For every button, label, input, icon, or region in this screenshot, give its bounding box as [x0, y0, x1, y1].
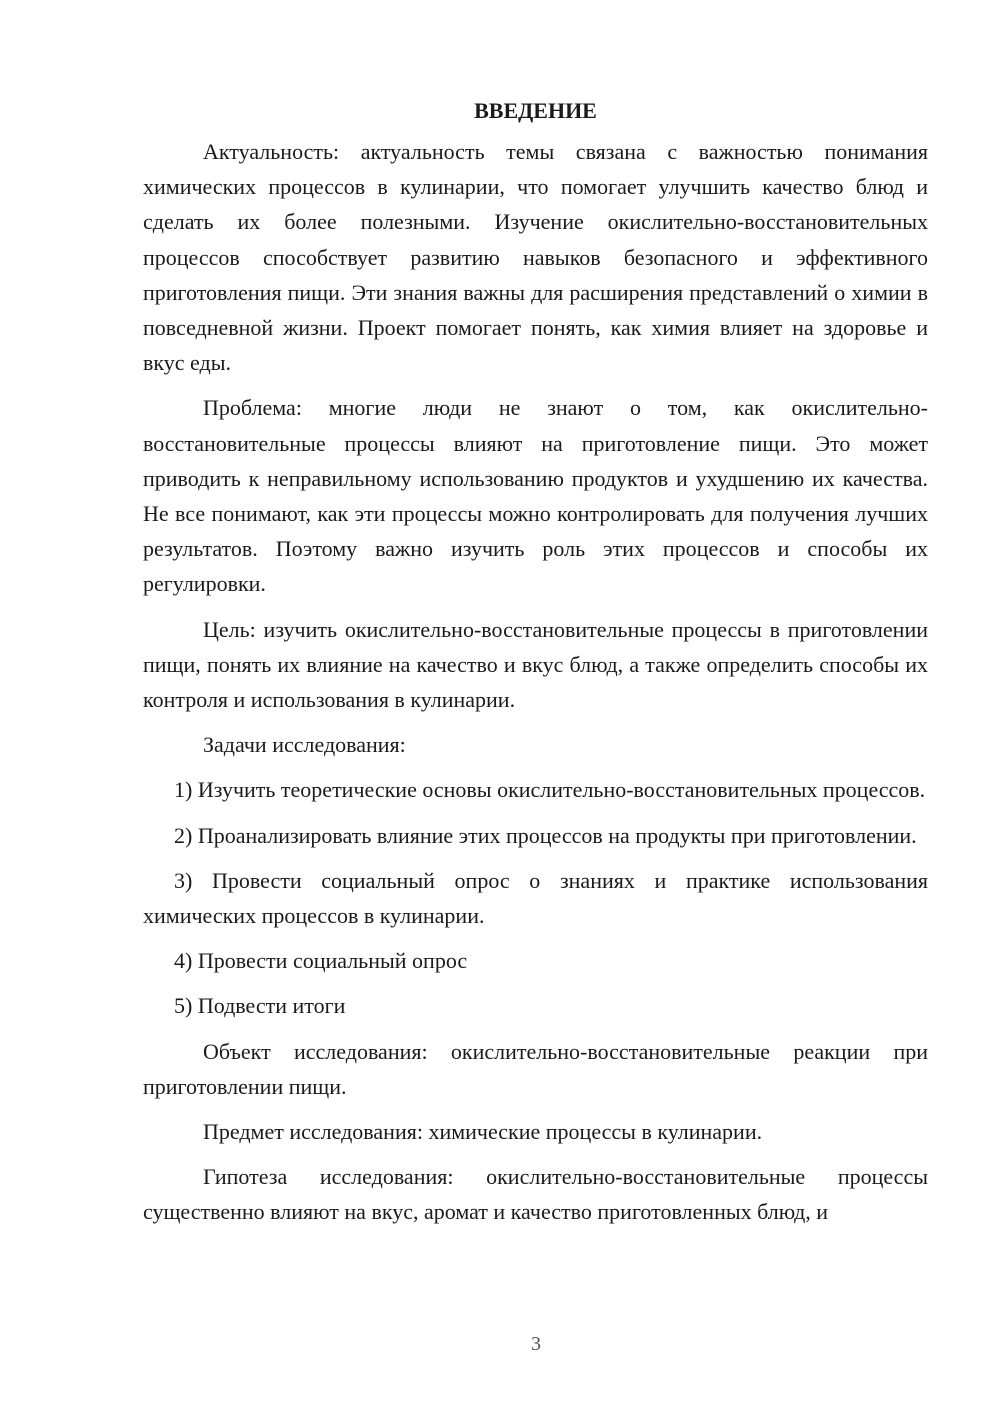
goal-paragraph: Цель: изучить окислительно-восстановительные процессы в приготовлении пищи, понять их влияние на качество и вкус блюд, а также определить способы их контроля и использования в кулинарии.	[143, 616, 928, 713]
hypothesis-paragraph: Гипотеза исследования: окислительно-восстановительные процессы существенно влияют на вкус, аромат и качество приготовленных блюд, и	[143, 1164, 928, 1225]
tasks-heading: Задачи исследования:	[203, 732, 406, 758]
document-page	[143, 94, 928, 1240]
task-item-3: 3) Провести социальный опрос о знаниях и практике использования химических процессов в кулинарии.	[143, 867, 928, 929]
task-item-2: 2) Проанализировать влияние этих процессов на продукты при приготовлении.	[174, 822, 917, 848]
section-heading: ВВЕДЕНИЕ	[474, 98, 597, 123]
task-item-5: 5) Подвести итоги	[174, 993, 346, 1019]
subject-paragraph: Предмет исследования: химические процессы в кулинарии.	[203, 1119, 763, 1145]
relevance-paragraph: Актуальность: актуальность темы связана с важностью понимания химических процессов в кулинарии, что помогает улучшить качество блюд и сделать их более полезными. Изучение окислительно-восстановительных процессов способствует развитию навыков безопасного и эффективного приготовления пищи. Эти знания важны для расширения представлений о химии в повседневной жизни. Проект помогает понять, как химия влияет на здоровье и вкус еды.	[143, 139, 928, 376]
object-paragraph: Объект исследования: окислительно-восстановительные реакции при приготовлении пищи.	[143, 1038, 928, 1099]
page-number: 3	[531, 1333, 541, 1355]
problem-paragraph: Проблема: многие люди не знают о том, как окислительно-восстановительные процессы влияют на приготовление пищи. Это может приводить к неправильному использованию продуктов и ухудшению их качества. Не все понимают, как эти процессы можно контролировать для получения лучших результатов. Поэтому важно изучить роль этих процессов и способы их регулировки.	[143, 395, 928, 597]
task-item-1: 1) Изучить теоретические основы окислительно-восстановительных процессов.	[174, 777, 926, 803]
task-item-4: 4) Провести социальный опрос	[174, 948, 468, 974]
